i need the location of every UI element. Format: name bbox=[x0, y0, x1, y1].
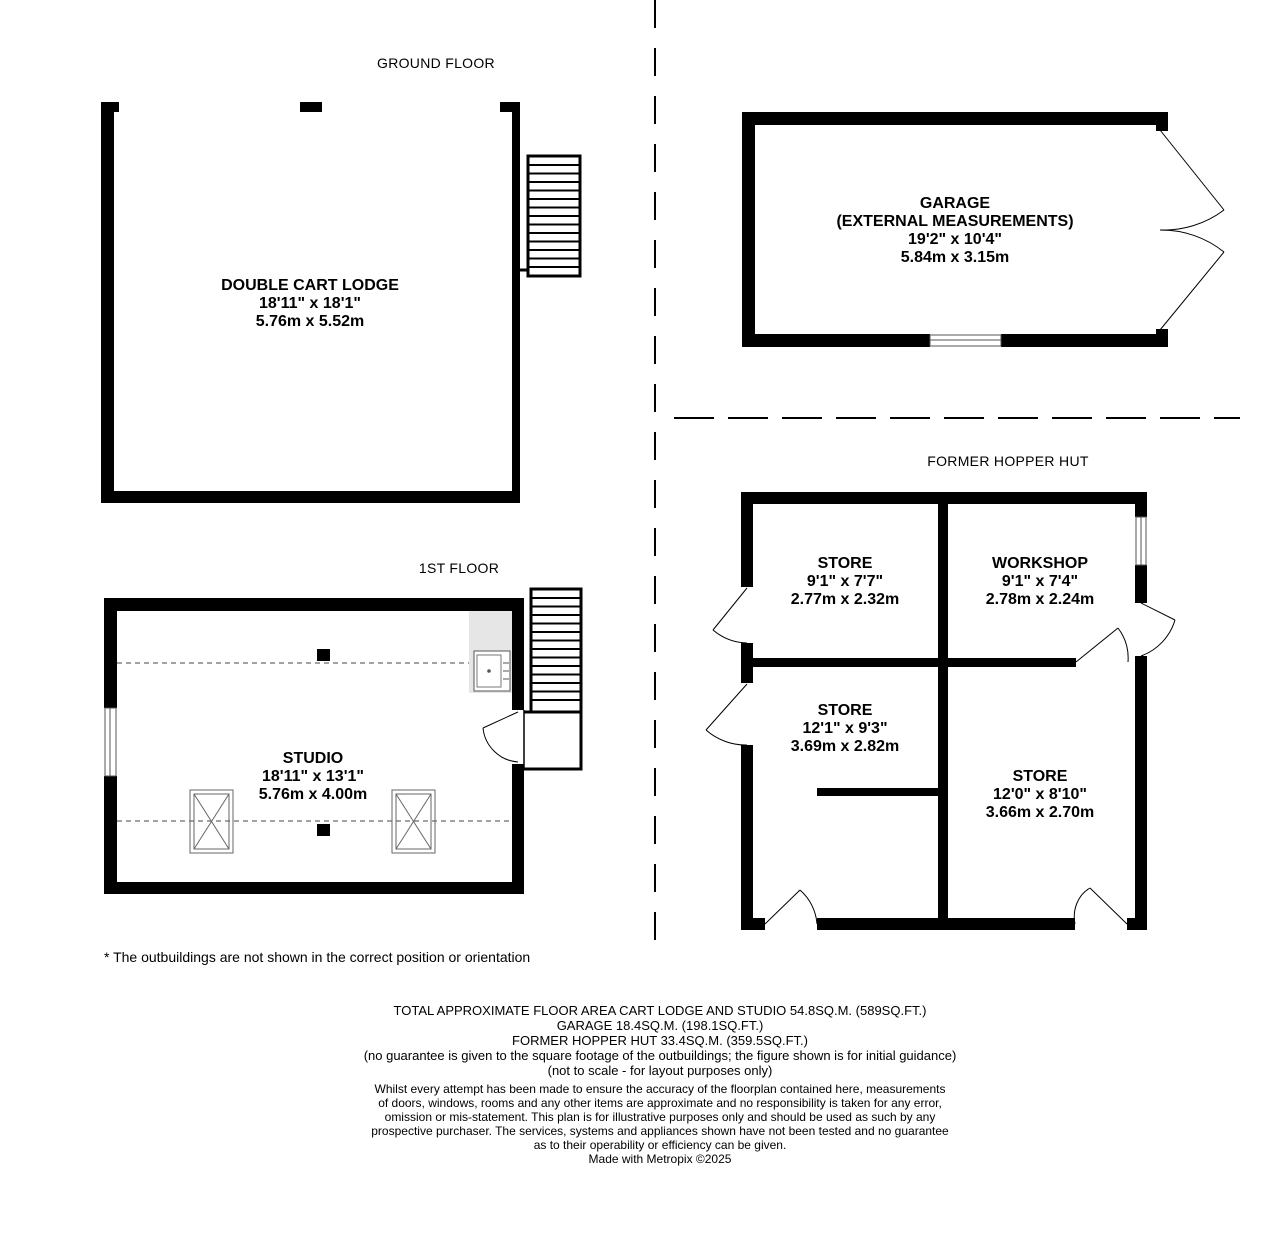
disclaimer-line: prospective purchaser. The services, systems and appliances shown have not been tested and no guarantee bbox=[371, 1124, 949, 1138]
room-label-cart-lodge bbox=[160, 277, 460, 331]
hut-bottom-wall bbox=[741, 918, 765, 930]
metropix-credit: Made with Metropix ©2025 bbox=[588, 1152, 732, 1166]
disclaimer-line: omission or mis-statement. This plan is for illustrative purposes only and should be used as such by any bbox=[384, 1110, 936, 1124]
room-label-workshop bbox=[960, 555, 1120, 609]
room-imperial: 19'2" x 10'4" bbox=[908, 231, 1002, 248]
garage-bottom-wall-left bbox=[742, 334, 930, 347]
room-label-store-top bbox=[765, 555, 925, 609]
hut-right-wall bbox=[1135, 492, 1147, 517]
room-metric: 5.76m x 5.52m bbox=[255, 313, 365, 330]
footer-line: (no guarantee is given to the square footage of the outbuildings; the figure shown is for initial guidance) bbox=[363, 1048, 957, 1063]
room-imperial: 9'1" x 7'7" bbox=[806, 573, 884, 590]
hopper-hut-heading: FORMER HOPPER HUT bbox=[927, 453, 1089, 469]
cart-lodge-bottom-wall bbox=[101, 491, 520, 503]
hut-right-wall bbox=[1135, 565, 1147, 603]
roof-post bbox=[317, 824, 330, 836]
garage-window bbox=[930, 335, 1001, 346]
studio-left-wall-lower bbox=[104, 776, 117, 894]
garage-left-wall bbox=[742, 112, 755, 347]
cart-lodge-post bbox=[300, 102, 322, 112]
studio-top-wall bbox=[104, 598, 524, 611]
garage-door-post bbox=[1156, 112, 1168, 131]
garage-door-post bbox=[1156, 329, 1168, 347]
garage-top-wall bbox=[742, 112, 1168, 125]
room-name: STORE bbox=[1012, 768, 1068, 785]
hut-horizontal-wall bbox=[741, 658, 1076, 667]
hut-left-wall bbox=[741, 745, 753, 930]
kitchenette bbox=[469, 611, 512, 693]
room-name: STORE bbox=[817, 555, 873, 572]
external-staircase bbox=[520, 156, 580, 276]
studio-door bbox=[483, 712, 518, 762]
floor-area-summary bbox=[300, 1003, 1020, 1078]
room-metric: 2.77m x 2.32m bbox=[790, 591, 900, 608]
room-metric: 5.84m x 3.15m bbox=[900, 249, 1010, 266]
disclaimer-line: Whilst every attempt has been made to ensure the accuracy of the floorplan contained here, measurements bbox=[374, 1082, 946, 1096]
hut-window bbox=[1136, 517, 1146, 565]
room-imperial: 9'1" x 7'4" bbox=[1001, 573, 1079, 590]
studio-left-wall-upper bbox=[104, 598, 117, 708]
cart-lodge-left-wall bbox=[101, 102, 114, 503]
garage-double-doors bbox=[1160, 130, 1224, 330]
room-metric: 5.76m x 4.00m bbox=[258, 786, 368, 803]
hut-right-wall bbox=[1135, 656, 1147, 930]
studio-right-wall-upper bbox=[512, 598, 524, 710]
hut-bottom-wall bbox=[1127, 918, 1147, 930]
room-name: STORE bbox=[817, 702, 873, 719]
hut-vertical-divider bbox=[938, 492, 948, 930]
room-label-store-mid bbox=[765, 702, 925, 756]
disclaimer bbox=[300, 1082, 1020, 1166]
room-name: DOUBLE CART LODGE bbox=[221, 277, 399, 294]
footer-line: FORMER HOPPER HUT 33.4SQ.M. (359.5SQ.FT.) bbox=[512, 1033, 808, 1048]
room-metric: 3.66m x 2.70m bbox=[985, 804, 1095, 821]
studio-bottom-wall bbox=[104, 882, 524, 894]
room-subtitle: (EXTERNAL MEASUREMENTS) bbox=[836, 213, 1074, 230]
disclaimer-line: as to their operability or efficiency can be given. bbox=[533, 1138, 787, 1152]
room-imperial: 12'0" x 8'10" bbox=[993, 786, 1087, 803]
room-label-studio bbox=[163, 750, 463, 804]
hut-left-wall bbox=[741, 492, 753, 587]
cart-lodge-right-wall bbox=[512, 102, 520, 503]
footer-line: TOTAL APPROXIMATE FLOOR AREA CART LODGE AND STUDIO 54.8SQ.M. (589SQ.FT.) bbox=[393, 1003, 927, 1018]
room-name: WORKSHOP bbox=[992, 555, 1088, 572]
studio-staircase bbox=[524, 589, 581, 769]
room-name: STUDIO bbox=[282, 750, 344, 767]
garage-bottom-wall-right bbox=[1001, 334, 1168, 347]
room-imperial: 18'11" x 18'1" bbox=[259, 295, 361, 312]
room-metric: 2.78m x 2.24m bbox=[985, 591, 1095, 608]
studio-plan bbox=[104, 598, 524, 894]
roof-post bbox=[317, 649, 330, 661]
ground-floor-heading: GROUND FLOOR bbox=[377, 55, 495, 71]
room-imperial: 12'1" x 9'3" bbox=[802, 720, 888, 737]
disclaimer-line: of doors, windows, rooms and any other items are approximate and no responsibility is taken for any error, bbox=[378, 1096, 942, 1110]
room-imperial: 18'11" x 13'1" bbox=[262, 768, 364, 785]
studio-right-wall-lower bbox=[512, 764, 524, 894]
room-label-garage bbox=[805, 195, 1105, 267]
hut-partition bbox=[817, 788, 938, 796]
cart-lodge-post bbox=[500, 102, 520, 112]
orientation-note: * The outbuildings are not shown in the correct position or orientation bbox=[104, 949, 531, 965]
first-floor-heading: 1ST FLOOR bbox=[418, 560, 500, 576]
room-label-store-right bbox=[960, 768, 1120, 822]
cart-lodge-post bbox=[101, 102, 119, 112]
room-name: GARAGE bbox=[919, 195, 991, 212]
studio-window bbox=[105, 708, 116, 776]
room-metric: 3.69m x 2.82m bbox=[790, 738, 900, 755]
footer-line: (not to scale - for layout purposes only) bbox=[547, 1063, 773, 1078]
footer-line: GARAGE 18.4SQ.M. (198.1SQ.FT.) bbox=[556, 1018, 764, 1033]
